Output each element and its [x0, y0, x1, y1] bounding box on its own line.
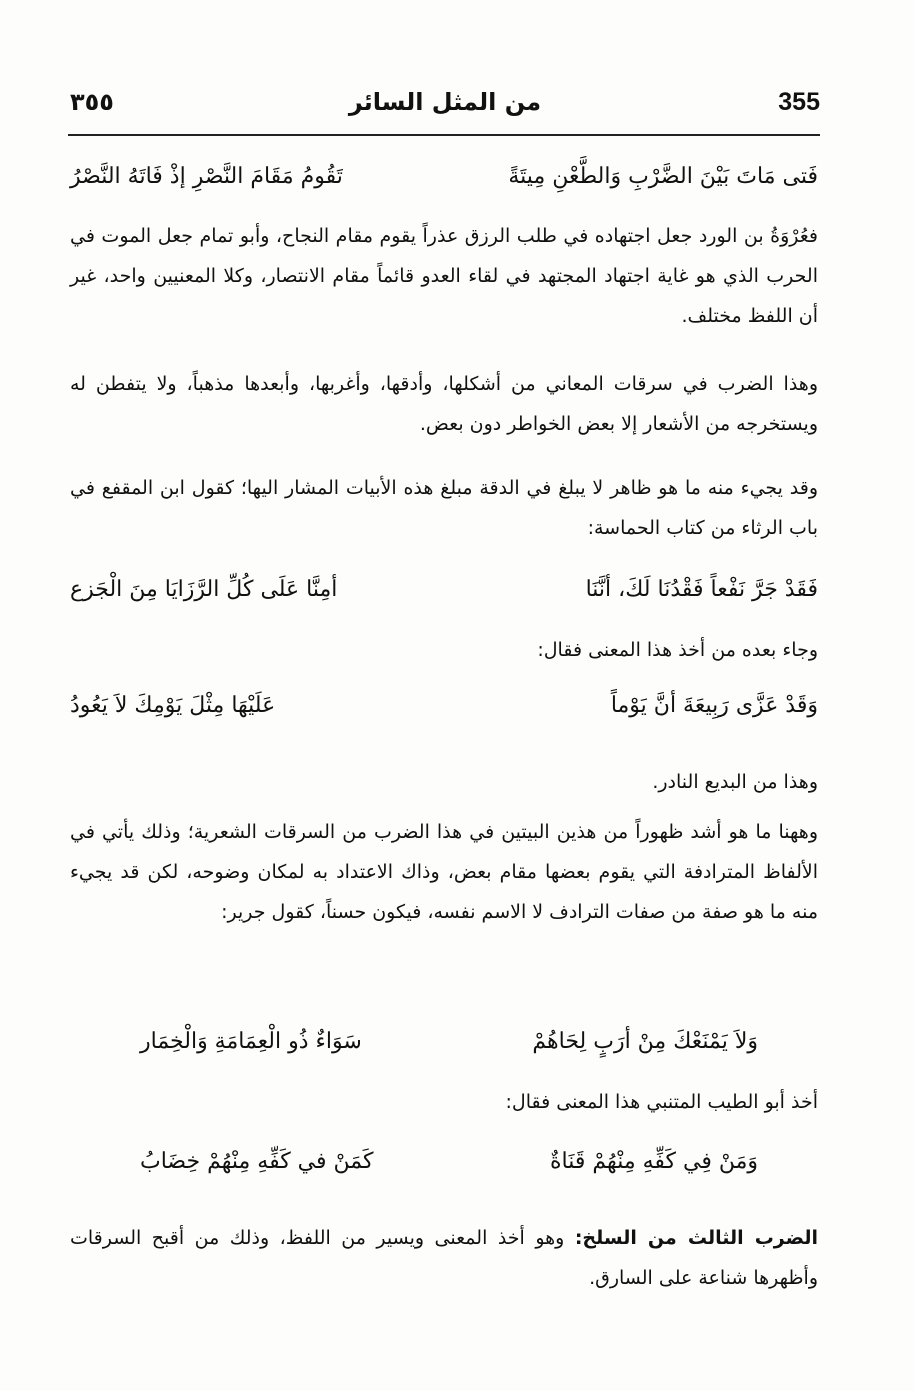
paragraph-2: وهذا الضرب في سرقات المعاني من أشكلها، وأدقها، وأغربها، وأبعدها مذهباً، ولا يتفطن له ويستخرجه من الأشعار إلا بعض الخواطر دون بعض.	[70, 373, 818, 435]
page-header	[70, 88, 820, 128]
paragraph-3: وقد يجيء منه ما هو ظاهر لا يبلغ في الدقة مبلغ هذه الأبيات المشار اليها؛ كقول ابن المقفع في باب الرثاء من كتاب الحماسة:	[70, 477, 818, 539]
page-number-arabic: ٣٥٥	[70, 88, 114, 116]
header-rule	[68, 134, 820, 136]
verse-3	[70, 684, 818, 728]
verse-4-first-hemistich: وَلاَ يَمْنَعْكَ مِنْ أرَبٍ لِحَاهُمْ	[532, 1029, 758, 1054]
verse-5	[70, 1140, 818, 1184]
verse-4	[70, 1020, 818, 1064]
verse-1-second-hemistich: تَقُومُ مَقَامَ النَّصْرِ إذْ فَاتَهُ النَّصْرُ	[70, 164, 343, 189]
page-number-latin: 355	[778, 88, 820, 116]
paragraph-8	[70, 1218, 818, 1298]
verse-5-second-hemistich: كَمَنْ في كَفِّهِ مِنْهُمْ خِضَابُ	[140, 1149, 374, 1174]
verse-2	[70, 568, 818, 612]
paragraph-1: فعُرْوَةُ بن الورد جعل اجتهاده في طلب الرزق عذراً يقوم مقام النجاح، وأبو تمام جعل الموت في الحرب الذي هو غاية اجتهاد المجتهد في لقاء العدو قائماً مقام الانتصار، وكلا المعنيين واحد، غير أن اللفظ مختلف.	[70, 225, 818, 327]
verse-2-second-hemistich: أمِنَّا عَلَى كُلِّ الرَّزَايَا مِنَ الْجَزع	[70, 577, 338, 602]
verse-4-second-hemistich: سَوَاءٌ ذُو الْعِمَامَةِ وَالْخِمَار	[140, 1029, 362, 1054]
paragraph-7: أخذ أبو الطيب المتنبي هذا المعنى فقال:	[505, 1091, 818, 1113]
verse-2-first-hemistich: فَقَدْ جَرَّ نَفْعاً فَقْدُنَا لَكَ، أنَّنَا	[585, 577, 818, 602]
verse-3-second-hemistich: عَلَيْهَا مِثْلَ يَوْمِكَ لاَ يَعُودُ	[70, 693, 276, 718]
verse-1-first-hemistich: فَتى مَاتَ بَيْنَ الضَّرْبِ وَالطَّعْنِ مِيتَةً	[508, 164, 818, 189]
verse-5-first-hemistich: وَمَنْ فِي كَفِّهِ مِنْهُمْ قَنَاةٌ	[550, 1149, 758, 1174]
paragraph-6: وههنا ما هو أشد ظهوراً من هذين البيتين في هذا الضرب من السرقات الشعرية؛ وذلك يأتي في الألفاظ المترادفة التي يقوم بعضها مقام بعض، وذاك الاعتداد به لمكان وضوحه، لكن قد يجيء منه ما هو صفة من صفات الترادف لا الاسم نفسه، فيكون حسناً، كقول جرير:	[70, 821, 818, 923]
paragraph-8-text: وهو أخذ المعنى ويسير من اللفظ، وذلك من أقبح السرقات وأظهرها شناعة على السارق.	[70, 1227, 818, 1289]
running-title: من المثل السائر	[348, 88, 542, 116]
paragraph-5: وهذا من البديع النادر.	[652, 771, 818, 793]
verse-1	[70, 155, 818, 199]
section-heading-third-type: الضرب الثالث من السلخ:	[574, 1227, 818, 1249]
paragraph-4: وجاء بعده من أخذ هذا المعنى فقال:	[537, 639, 818, 661]
verse-3-first-hemistich: وَقَدْ عَزَّى رَبِيعَةَ أنَّ يَوْماً	[610, 693, 818, 718]
